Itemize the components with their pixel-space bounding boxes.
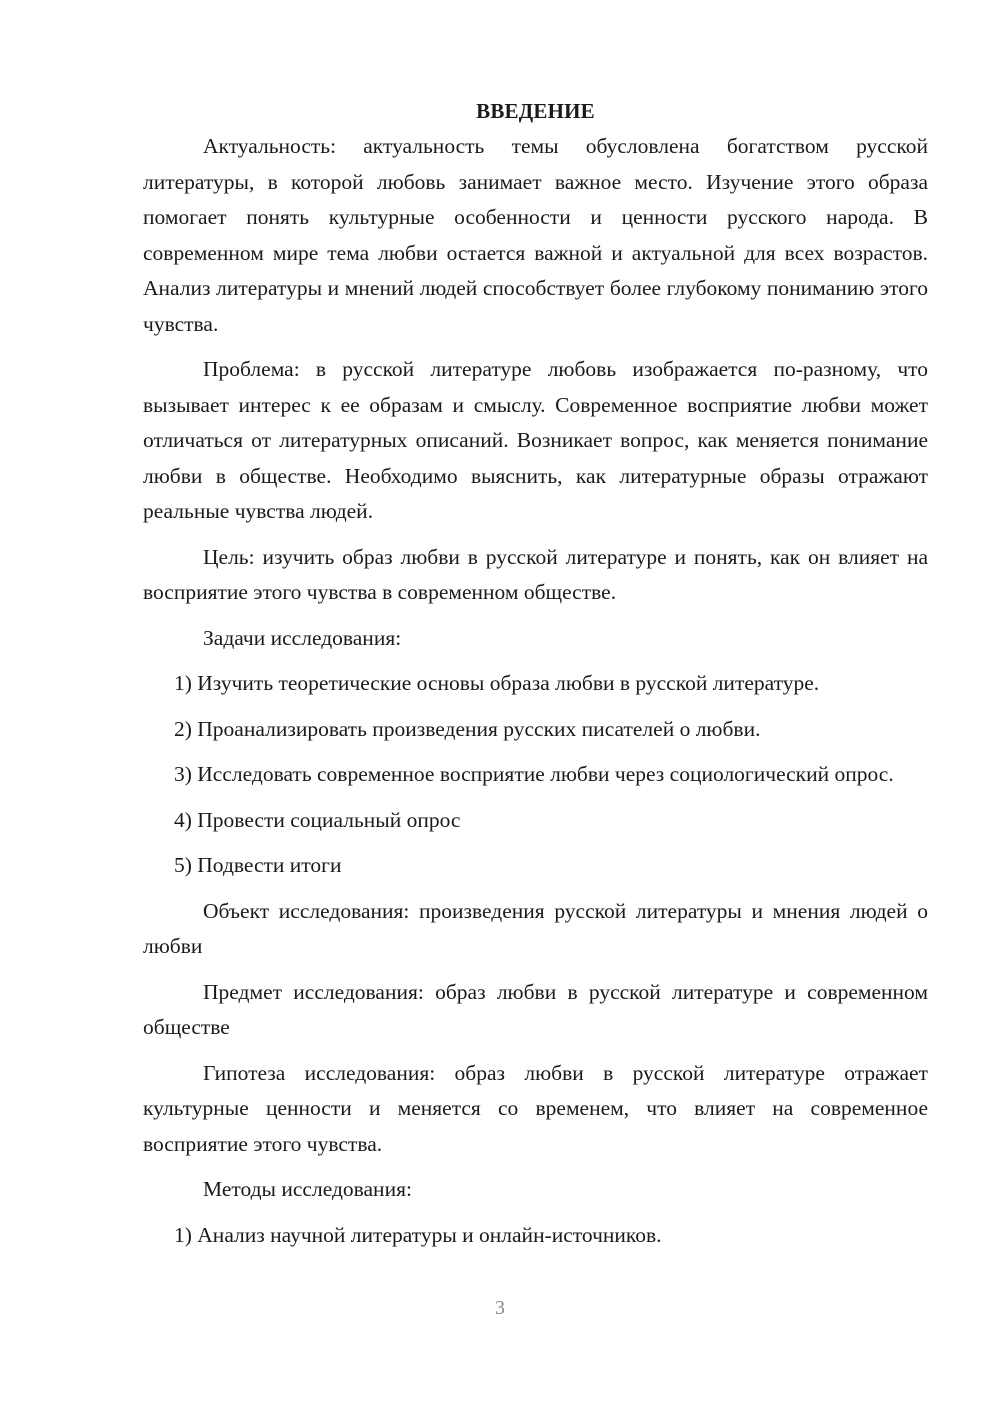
task-item-1: 1) Изучить теоретические основы образа любви в русской литературе. xyxy=(174,671,820,695)
goal-paragraph: Цель: изучить образ любви в русской литературе и понять, как он влияет на восприятие этого чувства в современном обществе. xyxy=(143,544,928,604)
page-number: 3 xyxy=(495,1297,505,1319)
section-title: ВВЕДЕНИЕ xyxy=(476,99,595,123)
relevance-paragraph: Актуальность: актуальность темы обусловлена богатством русской литературы, в которой любовь занимает важное место. Изучение этого образа помогает понять культурные особенности и ценности русского народа. В современном мире тема любви остается важной и актуальной для всех возрастов. Анализ литературы и мнений людей способствует более глубокому пониманию этого чувства. xyxy=(143,134,928,336)
document-page xyxy=(143,95,928,1263)
hypothesis-paragraph: Гипотеза исследования: образ любви в русской литературе отражает культурные ценности и меняется со временем, что влияет на современное восприятие этого чувства. xyxy=(143,1060,928,1156)
problem-paragraph: Проблема: в русской литературе любовь изображается по-разному, что вызывает интерес к ее образам и смыслу. Современное восприятие любви может отличаться от литературных описаний. Возникает вопрос, как меняется понимание любви в обществе. Необходимо выяснить, как литературные образы отражают реальные чувства людей. xyxy=(143,357,928,523)
subject-paragraph: Предмет исследования: образ любви в русской литературе и современном обществе xyxy=(143,979,928,1039)
method-item-1: 1) Анализ научной литературы и онлайн-источников. xyxy=(174,1222,662,1247)
task-item-4: 4) Провести социальный опрос xyxy=(174,807,461,832)
methods-heading: Методы исследования: xyxy=(203,1177,412,1201)
task-item-3: 3) Исследовать современное восприятие любви через социологический опрос. xyxy=(174,762,894,786)
task-item-5: 5) Подвести итоги xyxy=(174,853,342,877)
task-item-2: 2) Проанализировать произведения русских писателей о любви. xyxy=(174,716,761,741)
tasks-heading: Задачи исследования: xyxy=(203,625,402,650)
object-paragraph: Объект исследования: произведения русской литературы и мнения людей о любви xyxy=(143,898,928,958)
